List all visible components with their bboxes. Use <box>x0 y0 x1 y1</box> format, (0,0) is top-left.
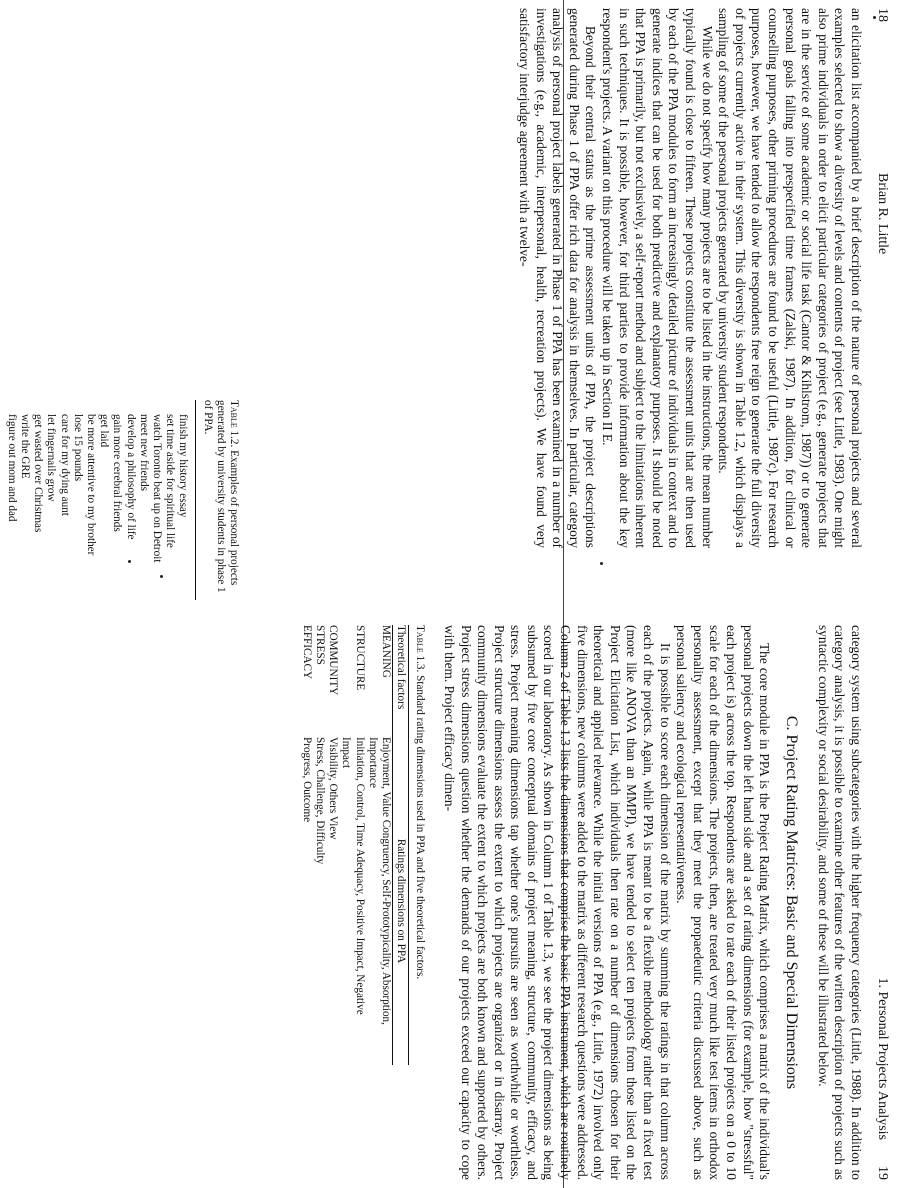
body-paragraph: While we do not specify how many projects are to be listed in the instructions, the mean number typically found is close to fifteen. These projects constitute the assessment units that are then used by each of the PPA modules to form an increasingly detailed picture of individuals in context and to generate indices that can be used for both predictive and explanatory purposes. It should be noted that PPA is primarily, but not exclusively, a self-report method and subject to the limitations inherent in such techniques. It is possible, however, for third parties to provide information about the key respondent's projects. A variant on this procedure will be taken up in Section II E. <box>600 8 715 548</box>
table-caption: Table 1.2. Examples of personal projects generated by university students in phase 1 of PPA. <box>201 400 240 593</box>
table-row <box>300 625 313 1065</box>
body-paragraph: Beyond their central status as the prime assessment units of PPA, the project descriptions generated during Phase 1 of PPA offer rich data for analysis in themselves. In particular, category analysis of personal project labels generated in Phase 1 of PPA has been examined in a number of investigations (e.g., academic, interpersonal, health, recreation projects). We have found very satisfactory interjudge agreement with a twelve- <box>517 8 599 548</box>
dimensions-cell: Progress, Outcome <box>300 737 313 823</box>
dimensions-cell: Enjoyment, Value Congruency, Self-Prototypicality, Absorption, Importance <box>366 737 392 1025</box>
list-item: develop a philosophy of life <box>124 414 137 540</box>
right-page <box>200 625 890 1180</box>
factor-cell: COMMUNITY <box>327 625 340 696</box>
list-item: figure out mom and dad <box>5 414 18 522</box>
factor-cell: STRUCTURE <box>353 625 366 691</box>
list-item: finish my history essay <box>177 414 190 518</box>
body-paragraph: It is possible to score each dimension of the matrix by summing the ratings in that column across each of the projects. Again, while PPA is meant to be a flexible methodology rather than a fixed test (more like ANOVA than an MMPI), we have tended to select ten projects from those listed on the Project Elicitation List, which individuals then rate on a number of dimensions chosen for their theoretical and applied relevance. While the initial versions of PPA (e.g., Little, 1972) involved only five dimensions, new columns were added to the matrix as different research questions were addressed. Column 2 of Table 1.3 lists the dimensions that comprise the basic PPA instrument, which are routinely scored in our laboratory. As shown in Column 1 of Table 1.3, we see the project dimensions as being subsumed by five core conceptual domains of project meaning, structure, community, efficacy, and stress. Project meaning dimensions tap whether one's pursuits are seen as worthwhile or worthless. Project structure dimensions assess the extent to which projects are organized or in disarray. Project community dimensions evaluate the extent to which projects are both known and supported by others. Project stress dimensions question whether the demands of our projects exceed our capacity to cope with them. Project efficacy dimen- <box>441 625 673 1180</box>
table-1-3 <box>300 625 427 1065</box>
page-number: 19 <box>875 1166 890 1180</box>
rating-dimensions-table <box>300 625 410 1065</box>
factor-cell: EFFICACY <box>300 625 313 680</box>
running-head: 1. Personal Projects Analysis <box>875 977 890 1140</box>
list-item: be more attentive to my brother <box>84 414 97 556</box>
list-item: get wasted over Christmas <box>32 414 45 533</box>
running-header <box>864 8 890 548</box>
section-heading: C. Project Rating Matrices: Basic and Special Dimensions <box>783 715 801 1090</box>
factor-cell: STRESS <box>313 625 326 665</box>
column-header: Ratings dimensions on PPA <box>395 838 408 964</box>
dimensions-cell: Stress, Challenge, Difficulty <box>313 737 326 865</box>
list-item: meet new friends <box>137 414 150 492</box>
list-item: gain more cerebral friends <box>111 414 124 532</box>
dimensions-cell: Initiation, Control, Time Adequacy, Positive Impact, Negative Impact <box>340 737 366 1015</box>
body-paragraph: The core module in PPA is the Project Rating Matrix, which comprises a matrix of the individual's personal projects down the left hand side and a set of rating dimensions (for example, how "stressful" each project is) across the top. Respondents are asked to rate each of their listed projects on a 0 to 10 scale for each of the dimensions. The projects, then, are treated very much like test items in orthodox personality assessment, except that they meet the propaedeutic criteria discussed above, such as personal saliency and ecological representativeness. <box>674 625 773 1180</box>
left-page <box>290 8 890 548</box>
list-item: get laid <box>98 414 111 448</box>
table-row <box>339 625 365 1065</box>
dimensions-cell: Visibility, Others View <box>327 737 340 840</box>
table-1-2 <box>0 400 240 600</box>
list-item: let fingernails grow <box>45 414 58 502</box>
page-number: 18 <box>875 8 890 22</box>
table-row <box>313 625 326 1065</box>
body-paragraph: category system using subcategories with the higher frequency categories (Little, 1988). In addition to category analysis, it is possible to examine other features of the written description of projects such as syntactic complexity or social desirability, and some of these will be illustrated below. <box>815 625 864 1180</box>
table-caption: Table 1.3. Standard rating dimensions used in PPA and five theoretical factors. <box>414 625 427 980</box>
list-item: write the GRE <box>18 414 31 479</box>
table-header-row <box>392 625 408 1065</box>
table-row <box>366 625 393 1065</box>
scan-speck <box>600 562 603 565</box>
list-item: lose 15 pounds <box>71 414 84 482</box>
body-paragraph: an elicitation list accompanied by a brief description of the nature of personal projects and several examples selected to show a diversity of levels and contents of project (see Little, 1983). One might also prime individuals in order to elicit particular categories of project (e.g., generate projects that are in the service of some academic or social life task (Cantor & Kihlstrom, 1987)) or to generate personal goals falling into prespecified time frames (Zalski, 1987). In addition, for clinical or counselling purposes, other priming procedures are found to be useful (Little, 1987c). For research purposes, however, we have tended to allow the respondents free reign to generate the full diversity of projects currently active in their system. This diversity is shown in Table 1.2, which displays a sampling of some of the personal projects generated by university student respondents. <box>716 8 864 548</box>
running-header <box>864 625 890 1180</box>
table-row <box>326 625 339 1065</box>
list-item: care for my dying aunt <box>58 414 71 516</box>
project-list <box>5 400 190 600</box>
table-rule <box>195 400 196 600</box>
factor-cell: MEANING <box>379 625 392 678</box>
column-header: Theoretical factors <box>395 625 408 710</box>
list-item: watch Toronto beat up on Detroit <box>150 414 163 563</box>
running-head: Brian R. Little <box>875 173 890 255</box>
list-item: set time aside for spiritual life <box>164 414 177 548</box>
